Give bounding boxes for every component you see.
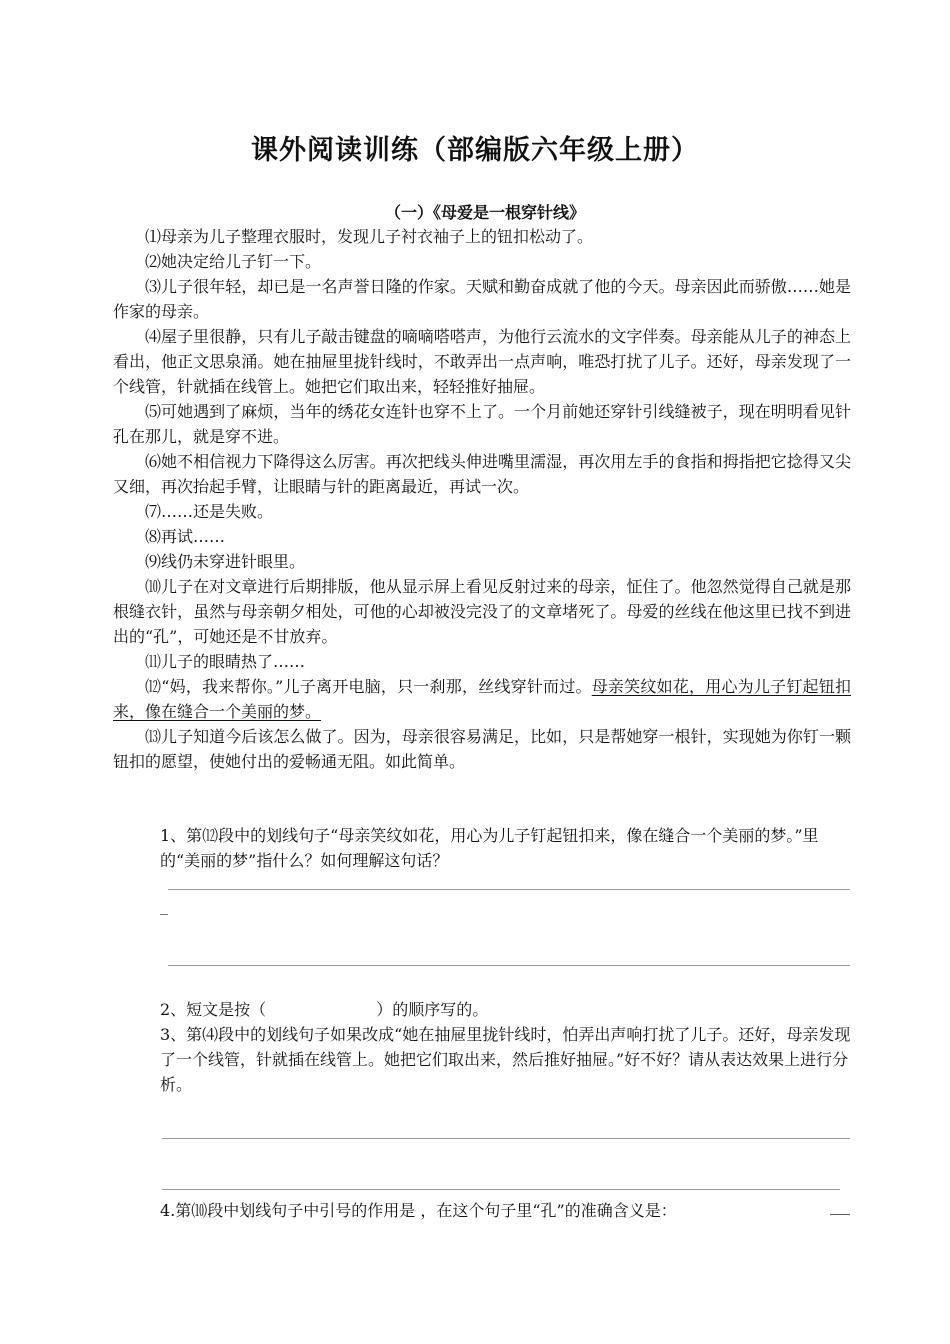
paragraph-6: ⑹她不相信视力下降得这么厉害。再次把线头伸进嘴里濡湿，再次用左手的食指和拇指把它捻得又尖又细，再次抬起手臂，让眼睛与针的距离最近，再试一次。 [113,452,851,496]
answer-line-3b[interactable] [162,1189,840,1190]
question-3: 3、第⑷段中的划线句子如果改成“她在抽屉里拢针线时，怕弄出声响打扰了儿子。还好，母亲发现了一个线管，针就插在线管上。她把它们取出来，然后推好抽屉。”好不好？请从表达效果上进行分析。 [160,1025,851,1094]
paragraph-2: ⑵她决定给儿子钉一下。 [145,252,322,271]
answer-line-1b[interactable] [168,965,850,966]
paragraph-12-text: ⑿“妈，我来帮你。”儿子离开电脑，只一刹那，丝线穿针而过。 [145,677,592,696]
paragraph-10: ⑽儿子在对文章进行后期排版，他从显示屏上看见反射过来的母亲，怔住了。他忽然觉得自己就是那根缝衣针，虽然与母亲朝夕相处，可他的心却被没完没了的文章堵死了。母爱的丝线在他这里已找不到进出的“孔”，可她还是不甘放弃。 [113,577,851,646]
question-1: 1、第⑿段中的划线句子“母亲笑纹如花，用心为儿子钉起钮扣来，像在缝合一个美丽的梦。”里的“美丽的梦”指什么？如何理解这句话？ [160,826,819,870]
document-title: 课外阅读训练（部编版六年级上册） [251,135,699,166]
paragraph-11: ⑾儿子的眼睛热了…… [145,652,306,671]
paragraph-4: ⑷屋子里很静，只有儿子敲击键盘的嘀嘀嗒嗒声，为他行云流水的文字伴奏。母亲能从儿子的神态上看出，他正文思泉涌。她在抽屉里拢针线时，不敢弄出一点声响，唯恐打扰了儿子。还好，母亲发现了一个线管，针就插在线管上。她把它们取出来，轻轻推好抽屉。 [113,327,851,396]
question-2 [160,997,852,1022]
reading-passage [113,224,851,774]
question-2-end: ）的顺序写的。 [376,1000,489,1019]
question-2-start: 2、短文是按（ [160,1000,267,1019]
paragraph-7: ⑺……还是失败。 [145,502,274,521]
question-4: 4.第⑽段中划线句子中引号的作用是 ，在这个句子里“孔”的准确含义是： [160,1201,677,1220]
answer-line-1a[interactable] [168,889,850,890]
answer-line-4[interactable] [830,1214,850,1215]
paragraph-5: ⑸可她遇到了麻烦，当年的绣花女连针也穿不上了。一个月前她还穿针引线缝被子，现在明明看见针孔在那儿，就是穿不进。 [113,402,851,446]
paragraph-3: ⑶儿子很年轻，却已是一名声誉日隆的作家。天赋和勤奋成就了他的今天。母亲因此而骄傲……她是作家的母亲。 [113,277,851,321]
answer-line-3a[interactable] [162,1138,850,1139]
paragraph-8: ⑻再试…… [145,527,226,546]
paragraph-12 [113,674,851,724]
section-title: （一）《母爱是一根穿针线》 [384,203,585,222]
paragraph-13: ⒀儿子知道今后该怎么做了。因为，母亲很容易满足，比如，只是帮她穿一根针，实现她为你钉一颗钮扣的愿望，使她付出的爱畅通无阻。如此简单。 [113,727,851,771]
answer-line-1-dash [160,914,168,915]
paragraph-1: ⑴母亲为儿子整理衣服时，发现儿子衬衣袖子上的钮扣松动了。 [145,227,594,246]
underlined-sentence: 母亲笑纹如花，用心为儿子钉起钮扣来，像在缝合一个美丽的梦。 [113,677,851,721]
paragraph-9: ⑼线仍未穿进针眼里。 [145,552,306,571]
